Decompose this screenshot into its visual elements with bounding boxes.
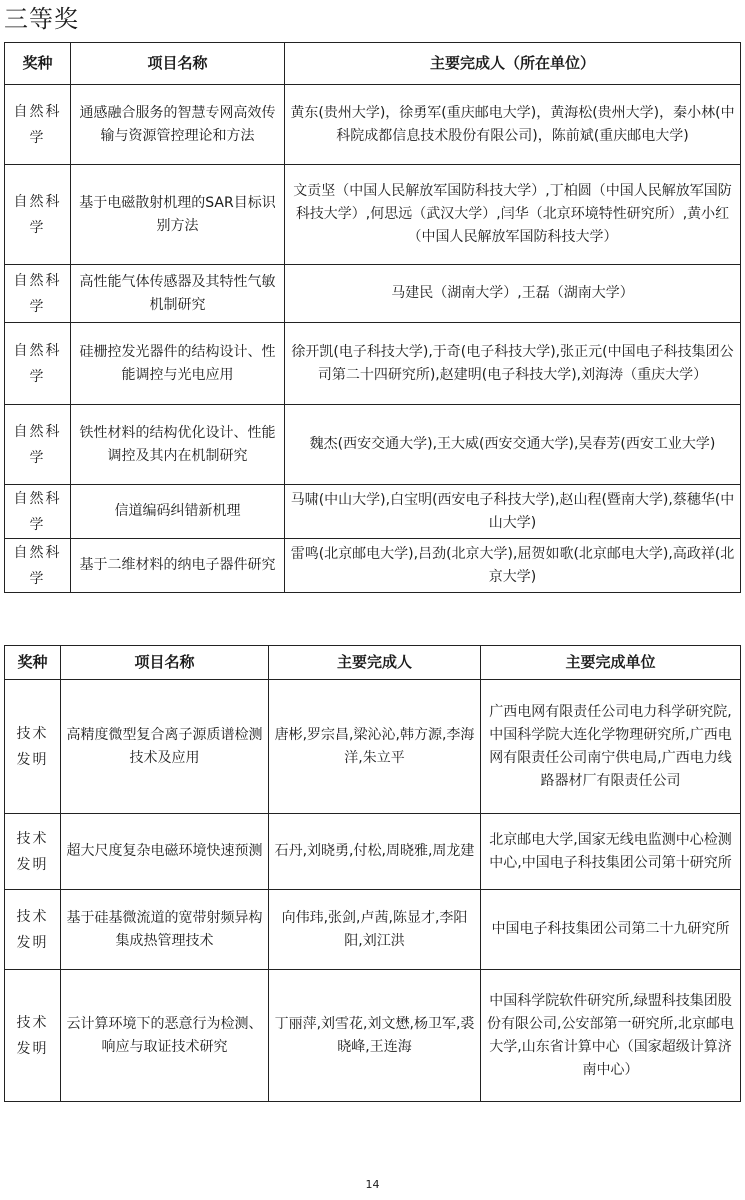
award-table-natural-science bbox=[4, 42, 741, 593]
project-name: 基于电磁散射机理的SAR目标识别方法 bbox=[71, 165, 285, 265]
table-row bbox=[5, 165, 741, 265]
table-row bbox=[5, 485, 741, 539]
project-name: 基于硅基微流道的宽带射频异构集成热管理技术 bbox=[61, 890, 269, 970]
completers: 雷鸣(北京邮电大学),吕劲(北京大学),屈贺如歌(北京邮电大学),高政祥(北京大学) bbox=[285, 539, 741, 593]
table-header-row bbox=[5, 646, 741, 680]
completers: 石丹,刘晓勇,付松,周晓雅,周龙建 bbox=[269, 814, 481, 890]
table-header-row bbox=[5, 43, 741, 85]
project-name: 信道编码纠错新机理 bbox=[71, 485, 285, 539]
completing-units: 中国科学院软件研究所,绿盟科技集团股份有限公司,公安部第一研究所,北京邮电大学,山东省计算中心（国家超级计算济南中心） bbox=[481, 970, 741, 1102]
completers: 丁丽萍,刘雪花,刘文懋,杨卫军,裘晓峰,王连海 bbox=[269, 970, 481, 1102]
table-row bbox=[5, 814, 741, 890]
header-people: 主要完成人（所在单位） bbox=[285, 43, 741, 85]
award-type: 技术发明 bbox=[5, 814, 61, 890]
award-type: 自然科学 bbox=[5, 485, 71, 539]
project-name: 高精度微型复合离子源质谱检测技术及应用 bbox=[61, 680, 269, 814]
header-units: 主要完成单位 bbox=[481, 646, 741, 680]
award-type: 自然科学 bbox=[5, 323, 71, 405]
project-name: 云计算环境下的恶意行为检测、响应与取证技术研究 bbox=[61, 970, 269, 1102]
award-type: 自然科学 bbox=[5, 405, 71, 485]
header-type: 奖种 bbox=[5, 646, 61, 680]
project-name: 超大尺度复杂电磁环境快速预测 bbox=[61, 814, 269, 890]
award-type: 技术发明 bbox=[5, 680, 61, 814]
completers: 唐彬,罗宗昌,梁沁沁,韩方源,李海洋,朱立平 bbox=[269, 680, 481, 814]
award-type: 自然科学 bbox=[5, 85, 71, 165]
completers: 文贡坚（中国人民解放军国防科技大学）,丁柏圆（中国人民解放军国防科技大学）,何思远（武汉大学）,闫华（北京环境特性研究所）,黄小红（中国人民解放军国防科技大学） bbox=[285, 165, 741, 265]
award-type: 技术发明 bbox=[5, 970, 61, 1102]
award-type: 技术发明 bbox=[5, 890, 61, 970]
award-type: 自然科学 bbox=[5, 265, 71, 323]
table-row bbox=[5, 539, 741, 593]
award-table-technical-invention bbox=[4, 645, 741, 1102]
table-row bbox=[5, 970, 741, 1102]
project-name: 铁性材料的结构优化设计、性能调控及其内在机制研究 bbox=[71, 405, 285, 485]
table-row bbox=[5, 680, 741, 814]
project-name: 基于二维材料的纳电子器件研究 bbox=[71, 539, 285, 593]
project-name: 硅栅控发光器件的结构设计、性能调控与光电应用 bbox=[71, 323, 285, 405]
project-name: 高性能气体传感器及其特性气敏机制研究 bbox=[71, 265, 285, 323]
award-type: 自然科学 bbox=[5, 165, 71, 265]
completers: 向伟玮,张剑,卢茜,陈显才,李阳阳,刘江洪 bbox=[269, 890, 481, 970]
completers: 马啸(中山大学),白宝明(西安电子科技大学),赵山程(暨南大学),蔡穗华(中山大学) bbox=[285, 485, 741, 539]
header-project: 项目名称 bbox=[71, 43, 285, 85]
table-row bbox=[5, 265, 741, 323]
award-type: 自然科学 bbox=[5, 539, 71, 593]
completers: 徐开凯(电子科技大学),于奇(电子科技大学),张正元(中国电子科技集团公司第二十四研究所),赵建明(电子科技大学),刘海涛（重庆大学） bbox=[285, 323, 741, 405]
table-row bbox=[5, 405, 741, 485]
page-number: 14 bbox=[365, 1178, 380, 1191]
table-row bbox=[5, 890, 741, 970]
completers: 黄东(贵州大学)，徐勇军(重庆邮电大学)，黄海松(贵州大学)，秦小林(中科院成都信息技术股份有限公司)，陈前斌(重庆邮电大学) bbox=[285, 85, 741, 165]
header-people: 主要完成人 bbox=[269, 646, 481, 680]
table-row bbox=[5, 323, 741, 405]
table-row bbox=[5, 85, 741, 165]
completing-units: 广西电网有限责任公司电力科学研究院,中国科学院大连化学物理研究所,广西电网有限责任公司南宁供电局,广西电力线路器材厂有限责任公司 bbox=[481, 680, 741, 814]
header-project: 项目名称 bbox=[61, 646, 269, 680]
page-title: 三等奖 bbox=[4, 5, 79, 33]
completers: 魏杰(西安交通大学),王大威(西安交通大学),吴春芳(西安工业大学) bbox=[285, 405, 741, 485]
project-name: 通感融合服务的智慧专网高效传输与资源管控理论和方法 bbox=[71, 85, 285, 165]
completing-units: 中国电子科技集团公司第二十九研究所 bbox=[481, 890, 741, 970]
header-type: 奖种 bbox=[5, 43, 71, 85]
completing-units: 北京邮电大学,国家无线电监测中心检测中心,中国电子科技集团公司第十研究所 bbox=[481, 814, 741, 890]
completers: 马建民（湖南大学）,王磊（湖南大学） bbox=[285, 265, 741, 323]
